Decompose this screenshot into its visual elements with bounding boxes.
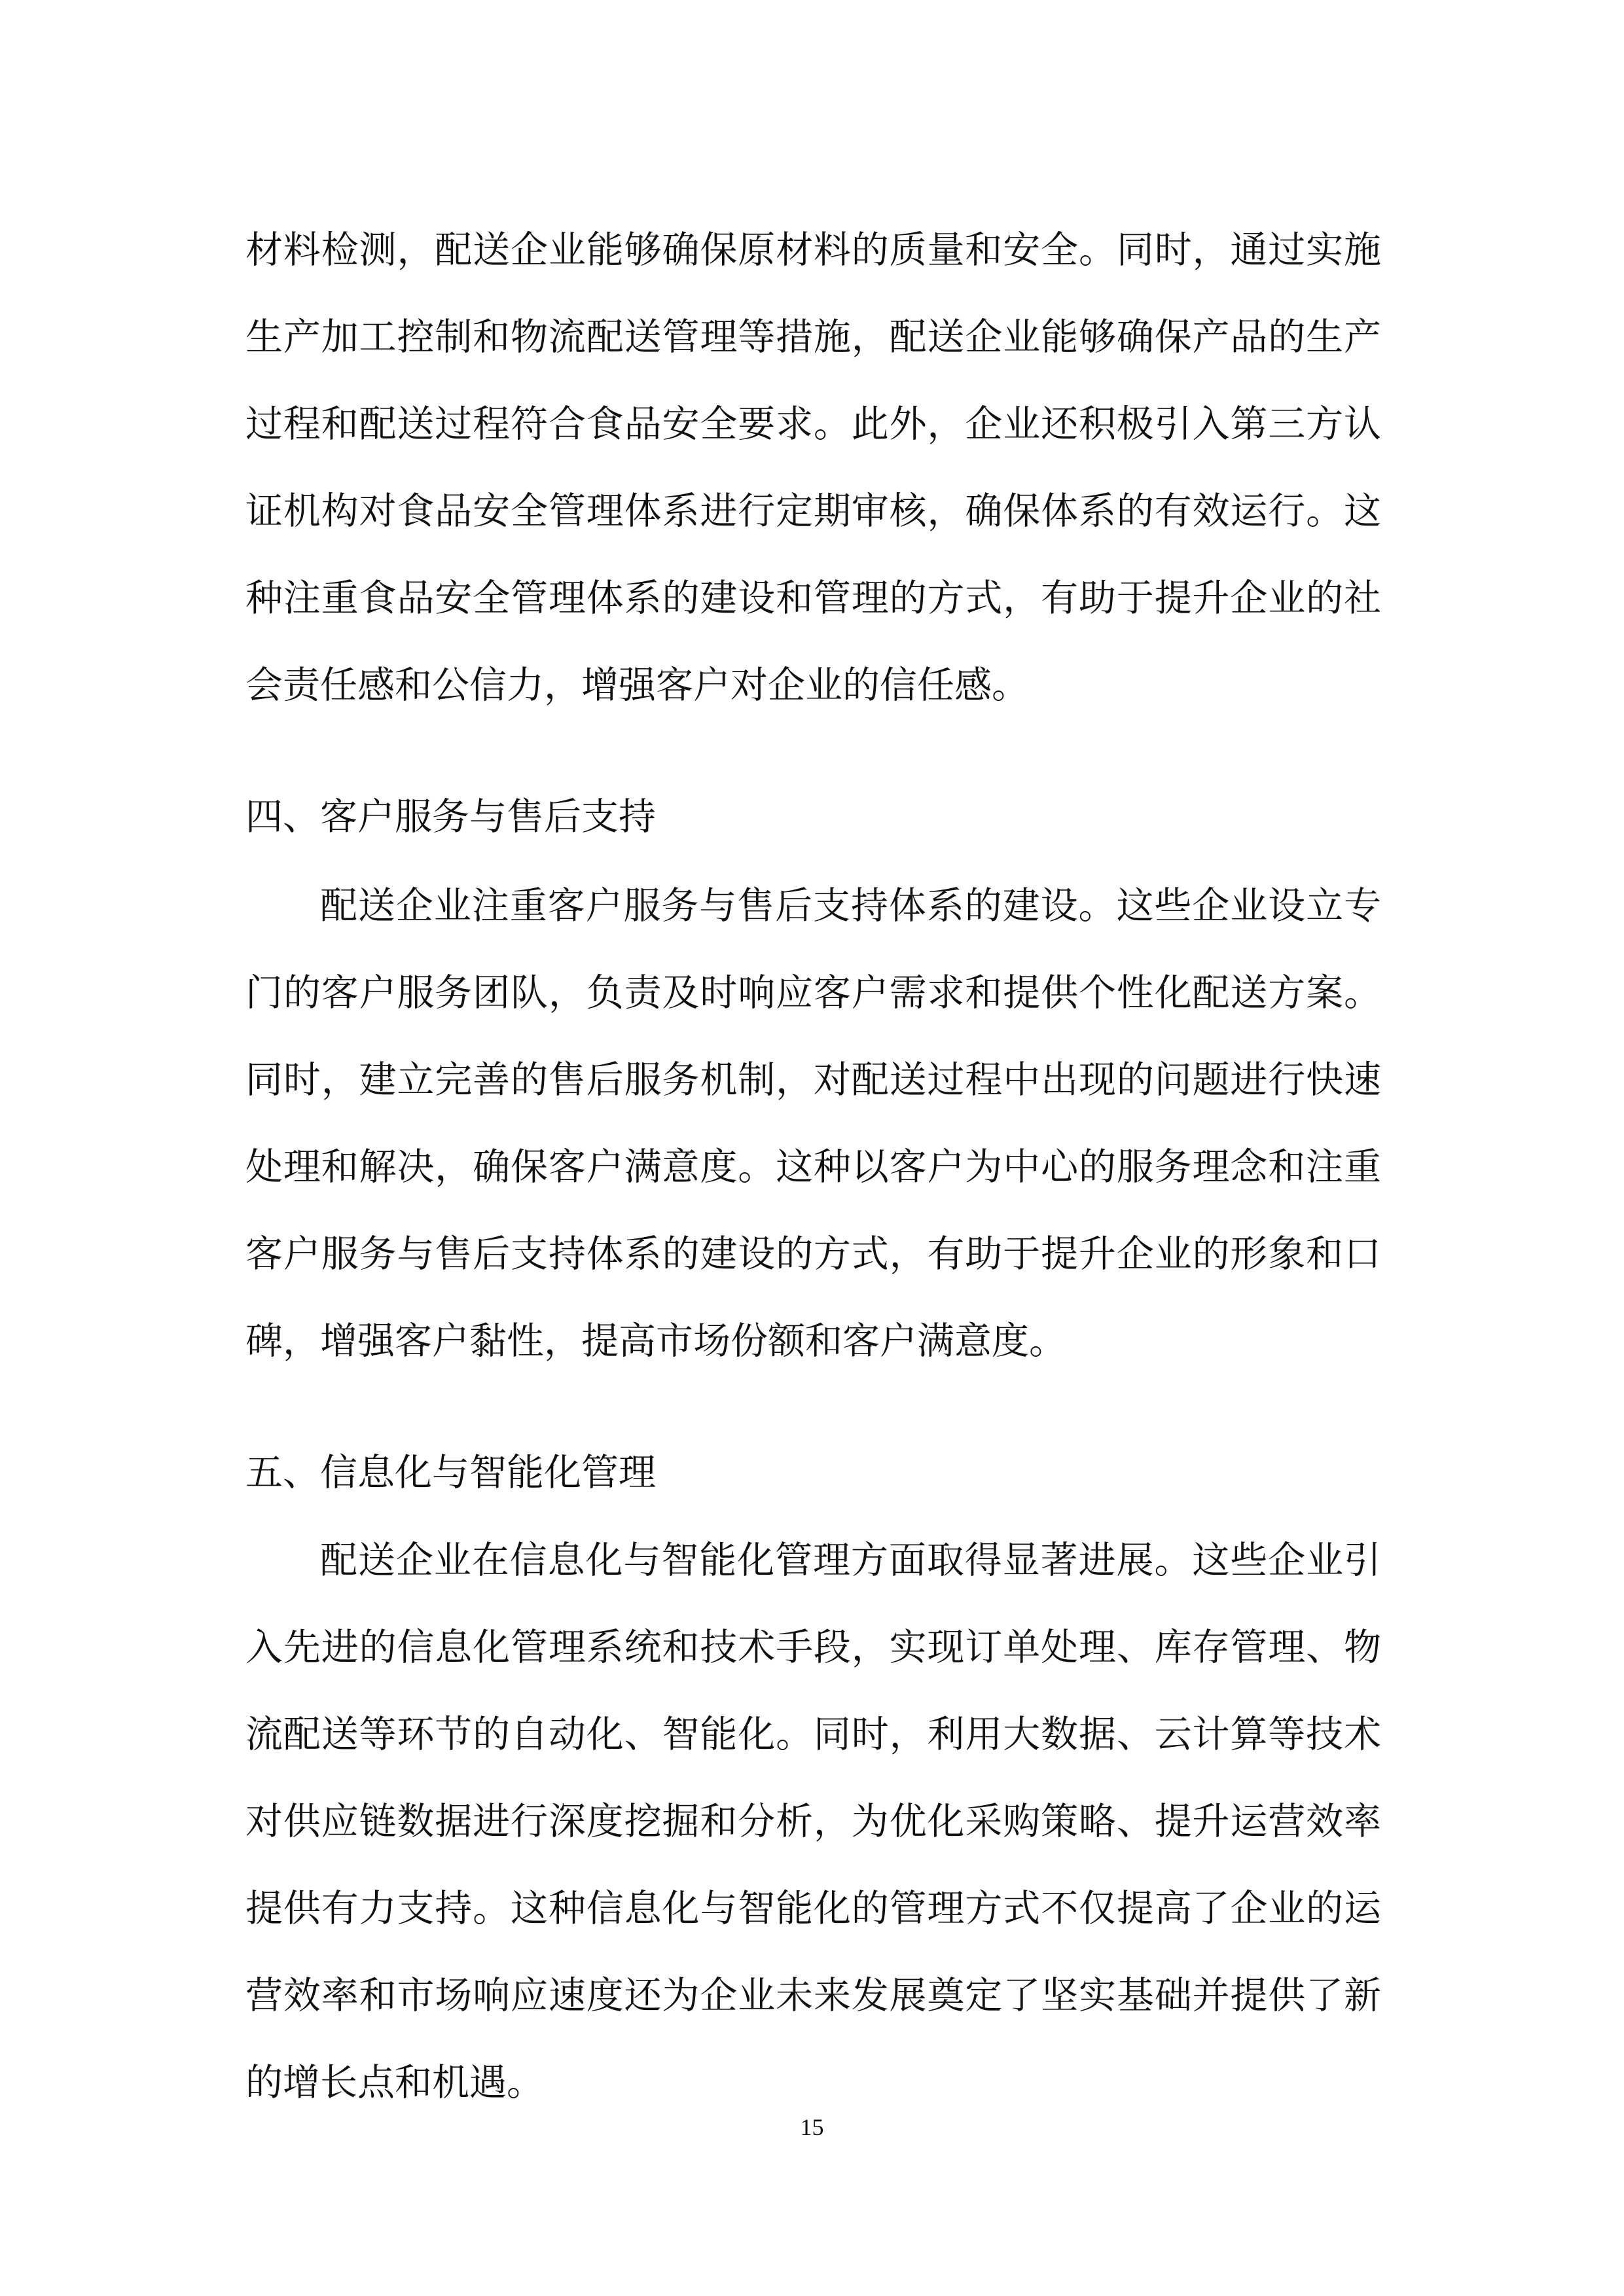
paragraph-customer-service: 配送企业注重客户服务与售后支持体系的建设。这些企业设立专门的客户服务团队，负责及时响应客户需求和提供个性化配送方案。同时，建立完善的售后服务机制，对配送过程中出现的问题进行快速处理和解决，确保客户满意度。这种以客户为中心的服务理念和注重客户服务与售后支持体系的建设的方式，有助于提升企业的形象和口碑，增强客户黏性，提高市场份额和客户满意度。 [245, 884, 1381, 1363]
paragraph-informatization: 配送企业在信息化与智能化管理方面取得显著进展。这些企业引入先进的信息化管理系统和技术手段，实现订单处理、库存管理、物流配送等环节的自动化、智能化。同时，利用大数据、云计算等技术对供应链数据进行深度挖掘和分析，为优化采购策略、提升运营效率提供有力支持。这种信息化与智能化的管理方式不仅提高了企业的运营效率和市场响应速度还为企业未来发展奠定了坚实基础并提供了新的增长点和机遇。 [245, 1539, 1381, 2104]
paragraph-continued: 材料检测，配送企业能够确保原材料的质量和安全。同时，通过实施生产加工控制和物流配送管理等措施，配送企业能够确保产品的生产过程和配送过程符合食品安全要求。此外，企业还积极引入第三方认证机构对食品安全管理体系进行定期审核，确保体系的有效运行。这种注重食品安全管理体系的建设和管理的方式，有助于提升企业的社会责任感和公信力，增强客户对企业的信任感。 [245, 228, 1381, 707]
page-number: 15 [800, 2114, 824, 2140]
section-heading-informatization: 五、信息化与智能化管理 [245, 1451, 656, 1494]
section-heading-customer-service: 四、客户服务与售后支持 [245, 795, 656, 838]
